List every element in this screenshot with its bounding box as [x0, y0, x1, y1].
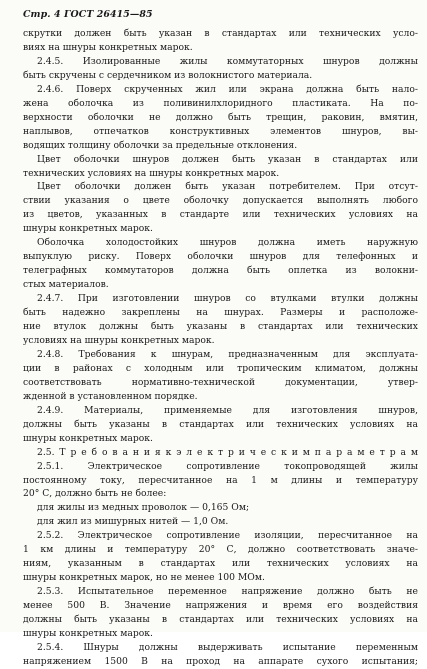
text-line: из цветов, указанных в стандарте или технических условиях на: [23, 209, 418, 221]
text-line: 2.4.9. Материалы, применяемые для изготовления шнуров,: [37, 404, 418, 416]
text-line: технических условиях на шнуры конкретных марок.: [23, 167, 280, 179]
text-line: стых материалов.: [23, 279, 109, 291]
text-line: жена оболочка из поливинилхлоридного пластиката. На по-: [23, 97, 418, 109]
text-line: должны быть указаны в стандартах или технических условиях на: [23, 614, 418, 626]
text-line: 2.5.2. Электрическое сопротивление изоляции, пересчитанное на: [37, 530, 418, 542]
text-line: шнуры конкретных марок.: [23, 627, 153, 639]
text-line: ции в районах с холодным или тропическим климатом, должны: [23, 362, 418, 374]
text-line: верхности оболочки не должно быть трещин, раковин, вмятин,: [23, 111, 418, 123]
text-line: 2.5.4. Шнуры должны выдерживать испытание переменным: [37, 641, 418, 653]
text-line: условиях на шнуры конкретных марок.: [23, 334, 215, 346]
text-line: должны быть указаны в стандартах или технических условиях на: [23, 418, 418, 430]
page-header: Стр. 4 ГОСТ 26415—85: [23, 9, 153, 20]
text-line: водящих толщину оболочки за предельные отклонения.: [23, 139, 298, 151]
text-line: 2.5.3. Испытательное переменное напряжение должно быть не: [37, 586, 418, 598]
text-line: шнуры конкретных марок, но не менее 100 МОм.: [23, 572, 265, 584]
text-line: 2.4.7. При изготовлении шнуров со втулками втулки должны: [37, 293, 418, 305]
text-line: 2.4.8. Требования к шнурам, предназначенным для эксплуата-: [37, 348, 418, 360]
text-line: 2.5.1. Электрическое сопротивление токопроводящей жилы: [37, 460, 418, 472]
text-line: 1 км длины и температуру 20° С, должно соответствовать значе-: [23, 544, 418, 556]
text-line: Цвет оболочки шнуров должен быть указан в стандартах или: [37, 153, 418, 165]
text-line: шнуры конкретных марок.: [23, 223, 153, 235]
text-line: 2.4.5. Изолированные жилы коммутаторных шнуров должны: [37, 55, 418, 67]
text-line: шнуры конкретных марок.: [23, 432, 153, 444]
text-line: быть скручены с сердечником из волокнистого материала.: [23, 69, 313, 81]
text-line: для жил из мишурных нитей — 1,0 Ом.: [37, 516, 229, 528]
text-line: скрутки должен быть указан в стандартах или технических усло-: [23, 28, 418, 39]
body-text: [23, 27, 418, 669]
text-line: для жилы из медных проволок — 0,165 Ом;: [37, 502, 250, 514]
text-line: Цвет оболочки должен быть указан потребителем. При отсут-: [37, 181, 418, 193]
text-line: Оболочка холодостойких шнуров должна иметь наружную: [37, 237, 418, 249]
text-line: жденной в установленном порядке.: [23, 390, 198, 402]
text-line: ние втулок должны быть указаны в стандартах или технических: [23, 321, 418, 333]
text-line: ствии указания о цвете оболочку допускается выполнять любого: [23, 195, 418, 207]
text-line: 2.5. Т р е б о в а н и я к э л е к т р и ч е с к и м п а р а м е т р а м: [37, 446, 418, 458]
text-line: менее 500 В. Значение напряжения и время его воздействия: [23, 600, 418, 612]
text-line: 2.4.6. Поверх скрученных жил или экрана должна быть нало-: [37, 83, 418, 95]
text-line: постоянному току, пересчитанное на 1 м длины и температуру: [23, 474, 418, 486]
text-line: телеграфных коммутаторов должна быть оплетка из волокни-: [23, 265, 418, 277]
text-line: виях на шнуры конкретных марок.: [23, 41, 193, 53]
text-line: ниям, указанным в стандартах или технических условиях на: [23, 558, 418, 570]
text-line: выпуклую риску. Поверх оболочки шнуров для телефонных и: [23, 251, 418, 263]
text-line: напряжением 1500 В на проход на аппарате сухого испытания;: [23, 655, 418, 667]
text-line: 20° С, должно быть не более:: [23, 488, 167, 500]
text-line: быть надежно закреплены на шнурах. Размеры и расположе-: [23, 307, 418, 319]
text-line: наплывов, отпечатков конструктивных элементов шнуров, вы-: [23, 125, 418, 137]
text-line: соответствовать нормативно-технической документации, утвер-: [23, 376, 418, 388]
